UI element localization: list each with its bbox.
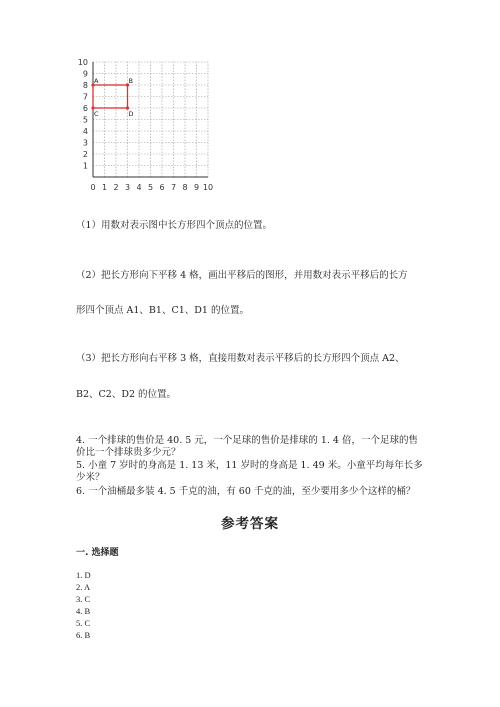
x-tick-label: 2	[113, 183, 119, 192]
y-tick-label: 4	[82, 127, 88, 136]
answer-item: 5. C	[76, 618, 91, 628]
rectangle-outline	[93, 85, 128, 108]
y-tick-label: 6	[82, 104, 88, 113]
question-1: （1）用数对表示图中长方形四个顶点的位置。	[76, 220, 273, 231]
answer-item: 4. B	[76, 606, 91, 616]
question-2-line-1: （2）把长方形向下平移 4 格，画出平移后的图形，并用数对表示平移后的长方	[76, 270, 408, 281]
problem-4	[76, 435, 436, 459]
y-tick-label: 10	[77, 58, 88, 67]
x-tick-label: 3	[124, 183, 131, 192]
x-tick-label: 6	[159, 183, 165, 192]
rectangle-abcd	[91, 77, 133, 118]
coordinate-grid	[76, 52, 246, 197]
problem-6-line: 6. 一个油桶最多装 4. 5 千克的油，有 60 千克的油，至少要用多少个这样的桶？	[76, 486, 416, 497]
answer-item: 2. A	[76, 582, 91, 592]
x-tick-label: 4	[136, 183, 142, 192]
y-tick-label: 5	[82, 115, 88, 125]
answer-item: 3. C	[76, 594, 91, 604]
y-tick-label: 8	[82, 81, 88, 90]
y-tick-label: 9	[82, 69, 88, 79]
answers-title: 参考答案	[221, 516, 279, 532]
answer-item: 1. D	[76, 570, 91, 580]
x-tick-label: 7	[170, 183, 177, 192]
question-3-line-1: （3）把长方形向右平移 3 格，直接用数对表示平移后的长方形四个顶点 A2、	[76, 353, 405, 364]
question-2-line-2: 形四个顶点 A1、B1、C1、D1 的位置。	[76, 305, 249, 316]
x-tick-label: 0	[90, 183, 96, 192]
grid-lines	[93, 62, 208, 177]
y-tick-label: 2	[82, 150, 88, 159]
vertex-label-b: B	[128, 77, 133, 85]
x-tick-label: 1	[101, 183, 108, 192]
x-tick-label: 5	[147, 183, 154, 192]
y-tick-label: 7	[82, 92, 88, 102]
y-tick-label: 3	[82, 138, 88, 148]
answers-section-heading: 一. 选择题	[76, 548, 119, 558]
problem-5-line-2: 少米？	[76, 472, 105, 483]
vertex-label-a: A	[94, 77, 99, 85]
problem-4-line-1: 4. 一个排球的售价是 40. 5 元，一个足球的售价是排球的 1. 4 倍，一个足球的售	[76, 435, 418, 446]
answer-item: 6. B	[76, 630, 91, 640]
problem-6	[76, 486, 436, 498]
x-tick-label: 9	[193, 183, 200, 192]
x-tick-label: 10	[202, 183, 214, 192]
vertex-label-d: D	[128, 110, 134, 118]
question-3-line-2: B2、C2、D2 的位置。	[76, 389, 177, 400]
problem-5	[76, 460, 436, 484]
x-tick-label: 8	[182, 183, 188, 192]
answers-list	[76, 569, 91, 641]
y-tick-label: 1	[82, 161, 88, 171]
problem-4-line-2: 价比一个排球贵多少元？	[76, 447, 181, 458]
problem-5-line-1: 5. 小童 7 岁时的身高是 1. 13 米，11 岁时的身高是 1. 49 米。小童平均每年长多	[76, 460, 423, 471]
vertex-label-c: C	[94, 110, 99, 118]
